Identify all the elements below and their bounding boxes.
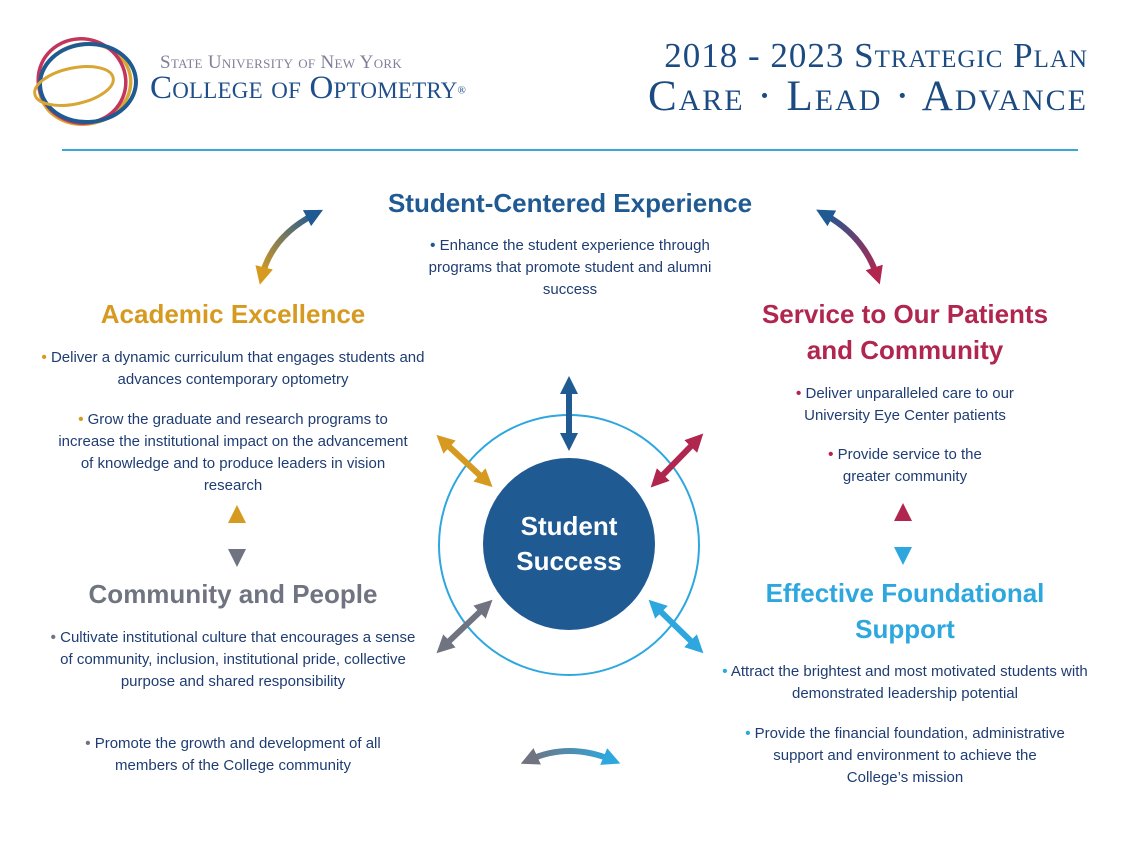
- student-centered-bullet-1-text: Enhance the student experience through programs that promote student and alumni success: [428, 237, 712, 298]
- foundational-heading-line-2: Support: [855, 614, 955, 644]
- foundational-bullet-2: • Provide the financial foundation, administrative support and environment to achieve the College’s mission: [745, 725, 1065, 786]
- arrow-community-foundational: [529, 751, 612, 760]
- academic-bullet-1: • Deliver a dynamic curriculum that engages students and advances contemporary optometry: [41, 349, 425, 388]
- service-bullet-2-text: Provide service to the greater community: [837, 446, 982, 485]
- student-success-circle: [483, 458, 655, 630]
- service-bullet-1: • Deliver unparalleled care to our University Eye Center patients: [796, 385, 1014, 424]
- community-heading: Community and People: [88, 579, 378, 609]
- registered-mark: ®: [457, 84, 466, 97]
- community-bullet-2: • Promote the growth and development of all members of the College community: [85, 735, 381, 774]
- service-heading-line-2: and Community: [806, 335, 1004, 365]
- college-name: [150, 70, 466, 107]
- arrow-northeast: [657, 440, 697, 481]
- student-centered-heading: Student-Centered Experience: [387, 188, 753, 218]
- student-success-line-1: Student: [520, 511, 618, 541]
- service-heading-line-1: Service to Our Patients: [761, 299, 1049, 329]
- student-centered-bullet-1: • Enhance the student experience through programs that promote student and alumni success: [428, 237, 712, 298]
- community-bullet-1-text: Cultivate institutional culture that encourages a sense of community, inclusion, institutional pride, collective purpose and shared responsibility: [60, 629, 416, 690]
- academic-bullet-2-text: Grow the graduate and research programs to increase the institutional impact on the advancement of knowledge and to produce leaders in vision research: [58, 411, 408, 494]
- arrow-southwest: [443, 606, 486, 647]
- plan-tagline: Care · Lead · Advance: [647, 73, 1088, 120]
- institution-line: State University of New York: [160, 52, 403, 73]
- arrow-northwest: [443, 441, 486, 481]
- foundational-bullet-2-text: Provide the financial foundation, administrative support and environment to achieve the College’s mission: [754, 725, 1065, 786]
- arrow-academic-student: [262, 214, 315, 276]
- arrow-southeast: [655, 606, 697, 647]
- service-heading: [715, 296, 1095, 368]
- student-success-line-2: Success: [516, 546, 622, 576]
- academic-bullet-2: • Grow the graduate and research programs to increase the institutional impact on the advancement of knowledge and to produce leaders in vision research: [58, 411, 408, 494]
- foundational-bullet-1-text: Attract the brightest and most motivated students with demonstrated leadership potential: [730, 663, 1088, 702]
- logo-rings: [27, 27, 138, 134]
- service-bullet-2: • Provide service to the greater community: [828, 446, 982, 485]
- plan-title: 2018 - 2023 Strategic Plan: [664, 36, 1088, 75]
- academic-bullet-1-text: Deliver a dynamic curriculum that engages students and advances contemporary optometry: [50, 349, 425, 388]
- foundational-bullet-1: • Attract the brightest and most motivated students with demonstrated leadership potential: [722, 663, 1088, 702]
- college-name-text: College of Optometry: [150, 70, 458, 106]
- foundational-heading-line-1: Effective Foundational: [765, 578, 1045, 608]
- arrow-student-service: [824, 214, 877, 276]
- header-divider: [62, 149, 1078, 151]
- foundational-heading: [715, 575, 1095, 647]
- community-bullet-2-text: Promote the growth and development of all members of the College community: [94, 735, 381, 774]
- academic-heading: Academic Excellence: [100, 299, 366, 329]
- community-bullet-1: • Cultivate institutional culture that encourages a sense of community, inclusion, institutional pride, collective purpose and shared responsibility: [50, 629, 416, 690]
- service-bullet-1-text: Deliver unparalleled care to our University Eye Center patients: [804, 385, 1014, 424]
